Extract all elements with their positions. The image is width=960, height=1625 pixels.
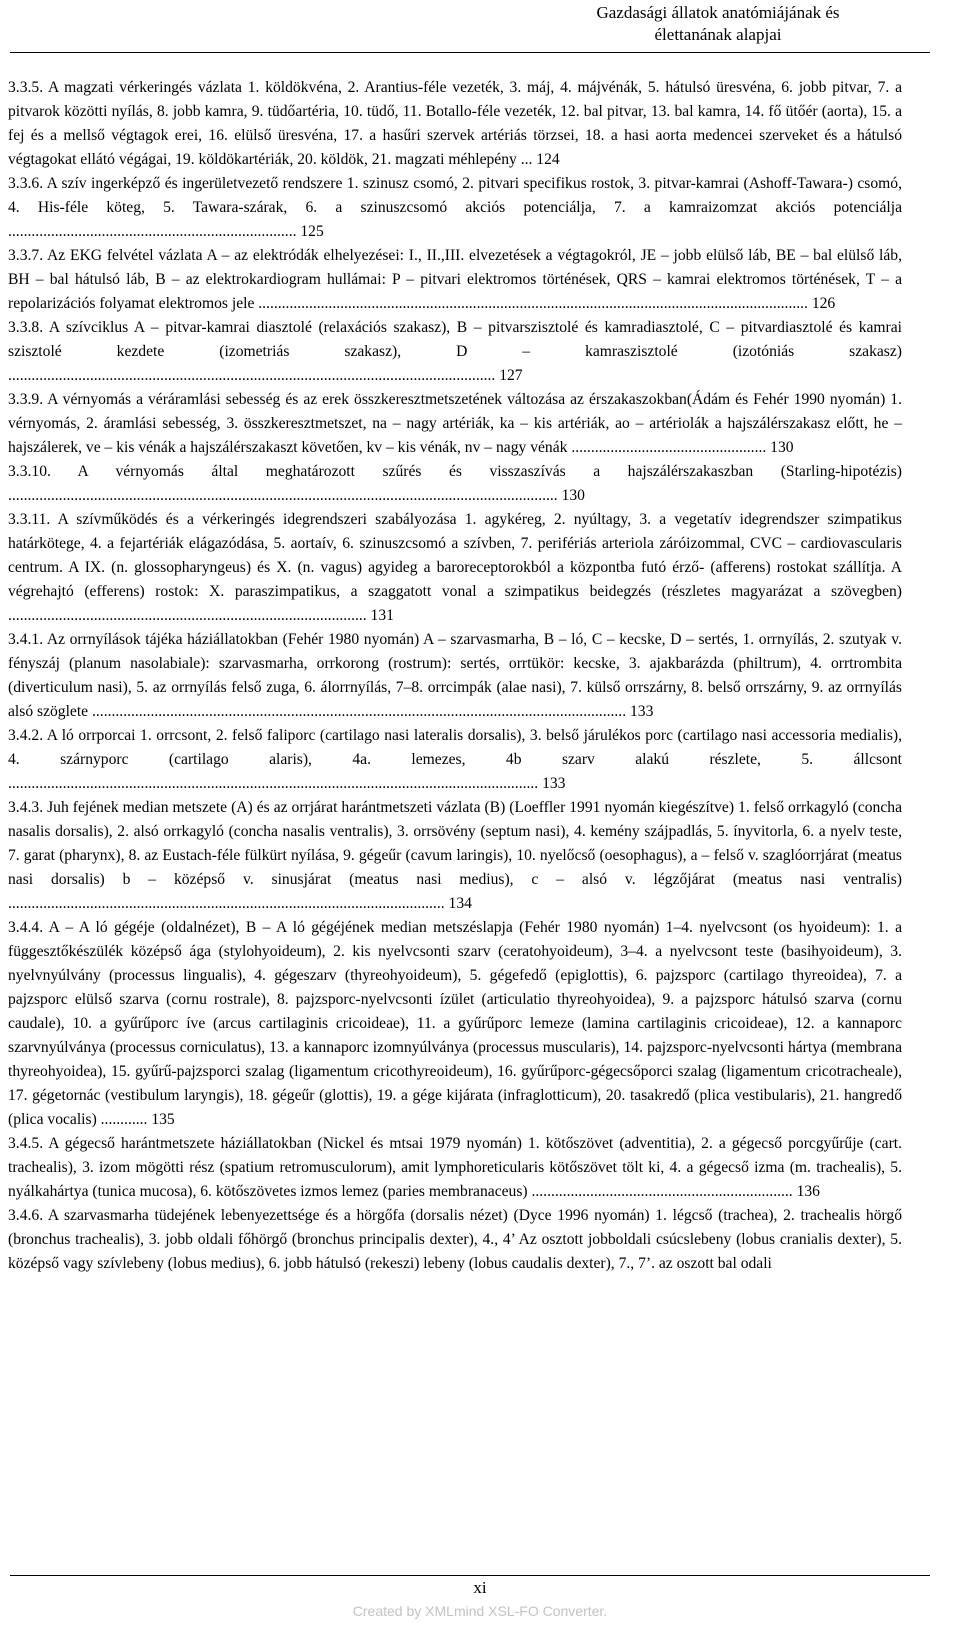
- footer-divider: [10, 1575, 930, 1576]
- figure-entry-3-4-4[interactable]: 3.4.4. A – A ló gégéje (oldalnézet), B – A ló gégéjének median metszéslapja (Fehér 1980 nyomán) 1–4. nyelvcsont (os hyoideum): 1. a függesztőkészülék középső ága (stylohyoideum), 2. kis nyelvcsonti szarv (ceratohyoideum), 3–4. a nyelvcsont teste (basihyoideum), 3. nyelvnyúlvány (processus lingualis), 4. gégeszarv (thyreohyoideum), 5. gégefedő (epiglottis), 6. pajzsporc (cartilago thyreoidea), 7. a pajzsporc elülső szarva (cornu rostrale), 8. pajzsporc-nyelvcsonti ízület (articulatio thyreohyoidea), 9. a pajzsporc hátulsó szarva (cornu caudale), 10. a gyűrűporc íve (arcus cartilaginis cricoideae), 11. a gyűrűporc lemeze (lamina cartilaginis cricoideae), 12. a kannaporc szarvnyúlványa (processus corniculatus), 13. a kannaporc izomnyúlványa (processus muscularis), 14. pajzsporc-nyelvcsonti hártya (membrana thyreohyoidea), 15. gyűrű-pajzsporci szalag (ligamentum cricothyreoideum), 16. gyűrűporc-gégecsőporci szalag (ligamentum cricotracheale), 17. gégetornác (vestibulum laryngis), 18. gégeűr (glottis), 19. a gége kijárata (infraglotticum), 20. tasakredő (plica vestibularis), 21. hangredő (plica vocalis) ............ 135: [8, 919, 902, 1128]
- figure-entry-3-3-5[interactable]: 3.3.5. A magzati vérkeringés vázlata 1. köldökvéna, 2. Arantius-féle vezeték, 3. máj, 4. májvénák, 5. hátulsó üresvéna, 6. jobb pitvar, 7. a pitvarok közötti nyílás, 8. jobb kamra, 9. tüdőartéria, 10. tüdő, 11. Botallo-féle vezeték, 12. bal pitvar, 13. bal kamra, 14. fő ütőér (aorta), 15. a fej és a mellső végtagok erei, 16. elülső üresvéna, 17. a hasűri szervek artériás törzsei, 18. a hasi aorta medencei szerveket és a hátulsó végtagokat ellátó végágai, 19. köldökartériák, 20. köldök, 21. magzati méhlepény ... 124: [8, 79, 902, 168]
- header-title-line-1: Gazdasági állatok anatómiájának és: [596, 3, 840, 22]
- figure-entry-3-4-6[interactable]: 3.4.6. A szarvasmarha tüdejének lebenyezettsége és a hörgőfa (dorsalis nézet) (Dyce 1996 nyomán) 1. légcső (trachea), 2. trachealis hörgő (bronchus trachealis), 3. jobb oldali főhörgő (bronchus principalis dexter), 4., 4’ Az osztott jobboldali csúcslebeny (lobus cranialis dexter), 5. középső vagy szívlebeny (lobus medius), 6. jobb hátulsó (rekeszi) lebeny (lobus caudalis dexter), 7., 7’. az oszott bal odali: [8, 1207, 902, 1272]
- figure-entry-3-4-3[interactable]: 3.4.3. Juh fejének median metszete (A) és az orrjárat harántmetszeti vázlata (B) (Loeffler 1991 nyomán kiegészítve) 1. felső orrkagyló (concha nasalis dorsalis), 2. alsó orrkagyló (concha nasalis ventralis), 3. orrsövény (septum nasi), 4. kemény szájpadlás, 5. ínyvitorla, 6. a nyelv teste, 7. garat (pharynx), 8. az Eustach-féle fülkürt nyílása, 9. gégeűr (cavum laringis), 10. nyelőcső (oesophagus), a – felső v. szaglóorrjárat (meatus nasi dorsalis) b – középső v. sinusjárat (meatus nasi medius), c – alsó v. légzőjárat (meatus nasi ventralis) ................................................................................................................ 134: [8, 799, 902, 912]
- list-of-figures: [8, 76, 902, 1276]
- header-title-line-2: élettanának alapjai: [654, 25, 782, 44]
- figure-entry-3-3-9[interactable]: 3.3.9. A vérnyomás a véráramlási sebesség és az erek összkeresztmetszetének változása az érszakaszokban(Ádám és Fehér 1990 nyomán) 1. vérnyomás, 2. áramlási sebesség, 3. összkeresztmetszet, na – nagy artériák, ka – kis artériák, ao – artériolák a hajszálérszakasz előtt, he – hajszálerek, ve – kis vénák a hajszálérszakaszt követően, kv – kis vénák, nv – nagy vénák .................................................. 130: [8, 391, 902, 456]
- header-divider: [10, 52, 930, 53]
- figure-entry-3-4-2[interactable]: 3.4.2. A ló orrporcai 1. orrcsont, 2. felső faliporc (cartilago nasi lateralis dorsalis), 3. belső járulékos porc (cartilago nasi accessoria medialis), 4. szárnyporc (cartilago alaris), 4a. lemezes, 4b szarv alakú részlete, 5. állcsont ........................................................................................................................................ 133: [8, 727, 902, 792]
- figure-entry-3-4-1[interactable]: 3.4.1. Az orrnyílások tájéka háziállatokban (Fehér 1980 nyomán) A – szarvasmarha, B – ló, C – kecske, D – sertés, 1. orrnyílás, 2. szutyak v. fényszáj (planum nasolabiale): szarvasmarha, orrkorong (rostrum): sertés, orrtükör: kecske, 3. ajakbarázda (philtrum), 4. orrtrombita (diverticulum nasi), 5. az orrnyílás felső zuga, 6. álorrnyílás, 7–8. orrcimpák (alae nasi), 7. külső orrszárny, 8. belső orrszárny, 9. az orrnyílás alsó szöglete ......................................................................................................................................... 133: [8, 631, 902, 720]
- converter-credit: Created by XMLmind XSL-FO Converter.: [352, 1603, 608, 1619]
- figure-entry-3-3-10[interactable]: 3.3.10. A vérnyomás által meghatározott szűrés és visszaszívás a hajszálérszakaszban (Starling-hipotézis) ............................................................................................................................................. 130: [8, 463, 902, 504]
- figure-entry-3-4-5[interactable]: 3.4.5. A gégecső harántmetszete háziállatokban (Nickel és mtsai 1979 nyomán) 1. kötőszövet (adventitia), 2. a gégecső porcgyűrűje (cart. trachealis), 3. izom mögötti rész (spatium retromusculorum), amit lymphoreticularis kötőszövet tölt ki, 4. a gégecső izma (m. trachealis), 5. nyálkahártya (tunica mucosa), 6. kötőszövetes izmos lemez (paries membranaceus) ................................................................... 136: [8, 1135, 902, 1200]
- figure-entry-3-3-8[interactable]: 3.3.8. A szívciklus A – pitvar-kamrai diasztolé (relaxációs szakasz), B – pitvarszisztolé és kamradiasztolé, C – pitvardiasztolé és kamrai szisztolé kezdete (izometriás szakasz), D – kamraszisztolé (izotóniás szakasz) ............................................................................................................................. 127: [8, 319, 902, 384]
- page-number: xi: [473, 1578, 487, 1597]
- figure-entry-3-3-7[interactable]: 3.3.7. Az EKG felvétel vázlata A – az elektródák elhelyezései: I., II.,III. elvezetések a végtagokról, JE – jobb elülső láb, BE – bal elülső láb, BH – bal hátulsó láb, B – az elektrokardiogram hullámai: P – pitvari elektromos történések, QRS – kamrai elektromos történések, T – a repolarizációs folyamat elektromos jele ............................................................................................................................................. 126: [8, 247, 902, 312]
- figure-entry-3-3-6[interactable]: 3.3.6. A szív ingerképző és ingerületvezető rendszere 1. szinusz csomó, 2. pitvari specifikus rostok, 3. pitvar-kamrai (Ashoff-Tawara-) csomó, 4. His-féle köteg, 5. Tawara-szárak, 6. a szinuszcsomó akciós potenciálja, 7. a kamraizomzat akciós potenciálja .......................................................................... 125: [8, 175, 902, 240]
- running-header: [508, 2, 928, 46]
- figure-entry-3-3-11[interactable]: 3.3.11. A szívműködés és a vérkeringés idegrendszeri szabályozása 1. agykéreg, 2. nyúltagy, 3. a vegetatív idegrendszer szimpatikus határkötege, 4. a fejartériák elágazódása, 5. aortaív, 6. szinuszcsomó a szívben, 7. perifériás arteriola záróizommal, CVC – cardiovascularis centrum. A IX. (n. glossopharyngeus) és X. (n. vagus) agyideg a baroreceptorokból a központba futó érző- (afferens) rostokat szállítja. A végrehajtó (efferens) rostok: X. paraszimpatikus, a szaggatott vonal a szimpatikus beidegzés (részletes magyarázat a szövegben) ............................................................................................ 131: [8, 511, 902, 624]
